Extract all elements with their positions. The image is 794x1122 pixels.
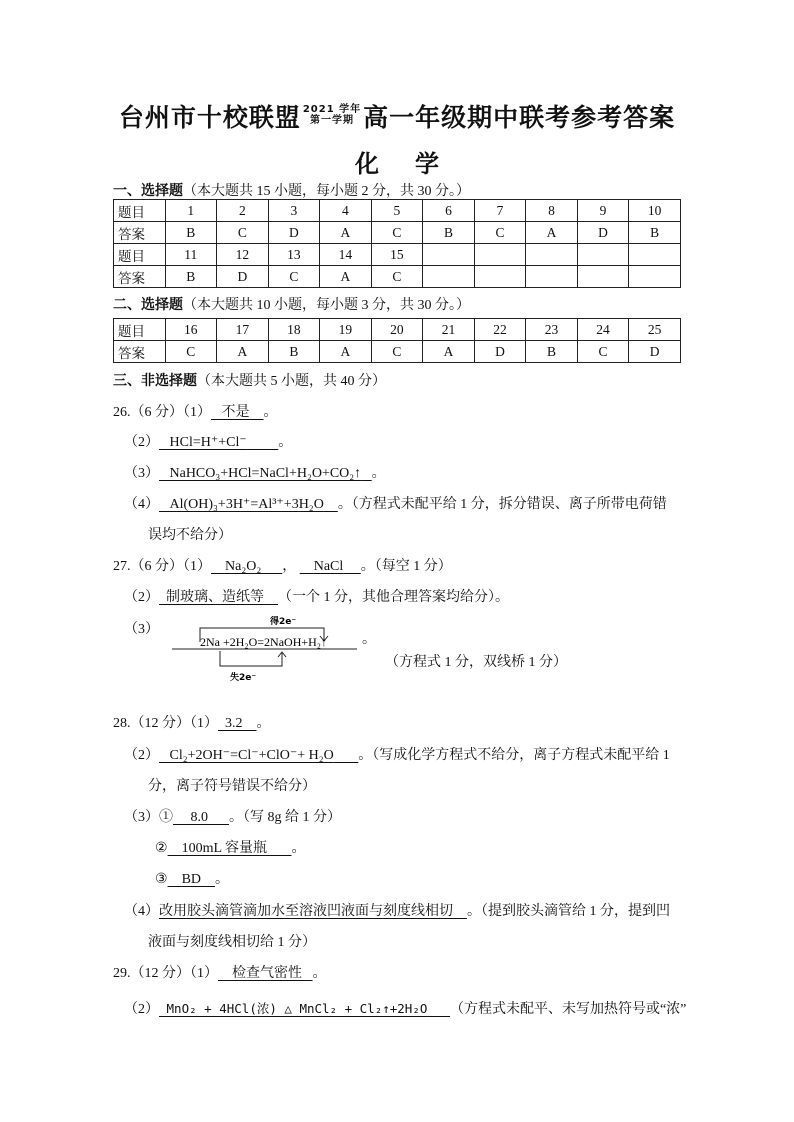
table-cell: 2	[217, 200, 269, 222]
table-cell: D	[474, 341, 526, 363]
lose-electron-label: 失2e⁻	[230, 673, 257, 683]
q28-answer3a	[173, 810, 229, 825]
q29-p2: （2）	[124, 1002, 159, 1017]
row-label: 题目	[114, 200, 166, 222]
q27-p3: （3）	[124, 622, 159, 637]
document-title	[0, 98, 794, 134]
q26-a2-text: HCl=H⁺+Cl⁻	[169, 435, 247, 450]
q28-p3c: ③	[155, 872, 168, 887]
q28-p4: （4）	[124, 904, 159, 919]
q28-answer1	[218, 716, 257, 731]
table-row	[114, 341, 681, 363]
table-cell: C	[371, 222, 423, 244]
table-cell: 24	[577, 319, 629, 341]
table-cell: 17	[217, 319, 269, 341]
period: 。	[291, 841, 306, 856]
table-cell: D	[268, 222, 320, 244]
q28-head: 28.（12 分）（1）	[113, 716, 218, 731]
table-cell: C	[577, 341, 629, 363]
q28-p3b: ②	[155, 841, 168, 856]
table-cell: A	[217, 341, 269, 363]
q26-answer3	[159, 466, 372, 481]
section3-heading	[113, 370, 386, 390]
table-cell: A	[320, 222, 372, 244]
q26-p3: （3）	[124, 466, 159, 481]
table-cell: B	[629, 222, 681, 244]
table-cell: D	[629, 341, 681, 363]
q28-a3b-text: 100mL 容量瓶	[181, 841, 267, 856]
table-row	[114, 266, 681, 288]
section2-note: （本大题共 10 小题，每小题 3 分，共 30 分。）	[183, 298, 470, 313]
section2-title: 二、选择题	[113, 297, 183, 313]
table-row	[114, 244, 681, 266]
table-cell: 5	[371, 200, 423, 222]
table-cell: C	[371, 266, 423, 288]
q27-note1: 。（每空 1 分）	[360, 559, 452, 574]
table-cell	[577, 244, 629, 266]
q28-answer3b	[168, 841, 292, 856]
table-cell: 21	[423, 319, 475, 341]
q28-a4-text: 改用胶头滴管滴加水至溶液凹液面与刻度线相切	[159, 904, 453, 919]
q29-a1-text: 检查气密性	[232, 966, 302, 981]
q28-part4	[124, 900, 670, 920]
q28-note2-cont: 分，离子符号错误不给分）	[148, 779, 316, 794]
table-cell: A	[526, 222, 578, 244]
q26-answer2	[159, 435, 278, 450]
period: 。	[312, 966, 327, 981]
table-cell: 1	[165, 200, 217, 222]
q28-part3b	[155, 837, 305, 857]
q28-part3c	[155, 868, 229, 888]
table-cell	[423, 244, 475, 266]
q28-answer3c	[168, 872, 215, 887]
table-cell: A	[320, 266, 372, 288]
q26-part2	[124, 431, 292, 451]
q26-part3	[124, 462, 386, 482]
table-cell	[474, 244, 526, 266]
table-cell: 11	[165, 244, 217, 266]
table-cell: A	[423, 341, 475, 363]
q27-answer1b	[300, 559, 361, 574]
table-cell	[526, 244, 578, 266]
table-cell: C	[268, 266, 320, 288]
q28-note2: 。（写成化学方程式不给分，离子方程式未配平给 1	[358, 748, 670, 763]
year-top: 2021 学年	[302, 104, 362, 115]
q28-a2-text: Cl₂+2OH⁻=Cl⁻+ClO⁻+ H₂O	[169, 748, 334, 763]
table-cell: 16	[165, 319, 217, 341]
section3-title: 三、非选择题	[113, 373, 197, 389]
period: 。	[256, 716, 271, 731]
q27-part1	[113, 555, 452, 575]
table-cell: 7	[474, 200, 526, 222]
table-cell	[629, 244, 681, 266]
table-cell: 19	[320, 319, 372, 341]
q27-note3: （方程式 1 分，双线桥 1 分）	[385, 655, 567, 670]
table-row	[114, 200, 681, 222]
table-cell: A	[320, 341, 372, 363]
answer-table-1	[113, 199, 681, 288]
q29-a2-text: MnO₂ + 4HCl(浓) △ MnCl₂ + Cl₂↑+2H₂O	[166, 1001, 428, 1016]
table-cell: 23	[526, 319, 578, 341]
table-cell: C	[165, 341, 217, 363]
table-cell	[629, 266, 681, 288]
table-cell: 25	[629, 319, 681, 341]
table-cell: 8	[526, 200, 578, 222]
table-cell: B	[423, 222, 475, 244]
q28-answer4	[159, 904, 467, 919]
q27-a2-text: 制玻璃、造纸等	[166, 590, 264, 605]
table-row	[114, 222, 681, 244]
section1-heading	[113, 180, 470, 200]
q26-a3-text: NaHCO₃+HCl=NaCl+H₂O+CO₂↑	[169, 466, 362, 481]
table-cell: 9	[577, 200, 629, 222]
table-cell: 3	[268, 200, 320, 222]
q26-a4-text: Al(OH)₃+3H⁺=Al³⁺+3H₂O	[169, 497, 324, 512]
table-cell: 4	[320, 200, 372, 222]
row-label: 题目	[114, 319, 166, 341]
q26-part4	[124, 493, 667, 513]
q26-answer1	[211, 405, 264, 420]
table-row	[114, 319, 681, 341]
q27-answer2	[159, 590, 278, 605]
table-cell: B	[165, 222, 217, 244]
row-label: 答案	[114, 341, 166, 363]
q28-answer2	[159, 748, 358, 763]
q28-a3c-text: BD	[181, 872, 202, 887]
section2-heading	[113, 294, 470, 314]
q29-note2: （方程式未配平、未写加热符号或“浓”	[449, 1002, 687, 1017]
q26-part1	[113, 401, 278, 421]
q28-p3: （3）①	[124, 810, 173, 825]
table-cell: 20	[371, 319, 423, 341]
q29-head: 29.（12 分）（1）	[113, 966, 218, 981]
row-label: 答案	[114, 222, 166, 244]
q26-a1-text: 不是	[221, 405, 250, 420]
q26-note4: 。（方程式未配平给 1 分，拆分错误、离子所带电荷错	[337, 497, 667, 512]
q27-note2: （一个 1 分，其他合理答案均给分）。	[278, 590, 509, 605]
table-cell: B	[268, 341, 320, 363]
table-cell: B	[165, 266, 217, 288]
q26-head: 26.（6 分）（1）	[113, 405, 211, 420]
answer-table-2	[113, 318, 681, 363]
table-cell: D	[217, 266, 269, 288]
year-bottom: 第一学期	[309, 115, 354, 126]
q27-a1a-text: Na₂O₂	[225, 559, 262, 574]
school-year-stack	[303, 104, 361, 126]
table-cell: 13	[268, 244, 320, 266]
reaction-equation: 2Na +2H₂O=2NaOH+H₂↑	[200, 635, 327, 649]
subject-title: 化学	[355, 150, 475, 178]
q28-p2: （2）	[124, 748, 159, 763]
q27-p2: （2）	[124, 590, 159, 605]
section1-note: （本大题共 15 小题，每小题 2 分，共 30 分。）	[183, 184, 470, 199]
gain-electron-label: 得2e⁻	[270, 617, 297, 627]
section1-title: 一、选择题	[113, 183, 183, 199]
table-cell: C	[217, 222, 269, 244]
q27-a1b-text: NaCl	[313, 559, 344, 574]
electron-transfer-diagram	[172, 614, 372, 684]
q28-part3a	[124, 806, 341, 826]
q28-note4-cont: 液面与刻度线相切给 1 分）	[148, 935, 316, 950]
q29-part1	[113, 962, 327, 982]
table-cell: 18	[268, 319, 320, 341]
q26-answer4	[159, 497, 338, 512]
q28-note3a: 。（写 8g 给 1 分）	[229, 810, 341, 825]
q26-note4-cont: 误均不给分）	[148, 528, 232, 543]
table-cell: B	[526, 341, 578, 363]
q28-a1-text: 3.2	[225, 716, 243, 731]
q29-answer1	[218, 966, 313, 981]
period: 。	[263, 405, 278, 420]
q28-part1	[113, 712, 271, 732]
q26-p4: （4）	[124, 497, 159, 512]
title-prefix: 台州市十校联盟	[118, 103, 301, 132]
period: 。	[215, 872, 230, 887]
title-suffix: 高一年级期中联考参考答案	[363, 103, 676, 132]
table-cell: 22	[474, 319, 526, 341]
section3-note: （本大题共 5 小题，共 40 分）	[197, 374, 386, 389]
q28-a3a-text: 8.0	[190, 810, 208, 825]
table-cell	[577, 266, 629, 288]
q27-head: 27.（6 分）（1）	[113, 559, 211, 574]
table-cell: D	[577, 222, 629, 244]
q27-answer1a	[211, 559, 282, 574]
q28-part2	[124, 744, 670, 764]
table-cell: 12	[217, 244, 269, 266]
table-cell: 14	[320, 244, 372, 266]
table-cell: C	[474, 222, 526, 244]
q29-part2	[124, 998, 686, 1018]
q28-note4: 。（提到胶头滴管给 1 分，提到凹	[467, 904, 670, 919]
table-cell: 6	[423, 200, 475, 222]
table-cell	[474, 266, 526, 288]
q27-part2	[124, 586, 509, 606]
period: 。	[371, 466, 386, 481]
q29-answer2	[159, 1001, 450, 1016]
row-label: 题目	[114, 244, 166, 266]
table-cell	[423, 266, 475, 288]
comma: ，	[282, 559, 297, 574]
lose-bracket	[220, 651, 282, 666]
row-label: 答案	[114, 266, 166, 288]
q26-p2: （2）	[124, 435, 159, 450]
table-cell: 10	[629, 200, 681, 222]
period: 。	[278, 435, 293, 450]
table-cell: C	[371, 341, 423, 363]
table-cell: 15	[371, 244, 423, 266]
q27-period: 。	[362, 632, 376, 647]
table-cell	[526, 266, 578, 288]
